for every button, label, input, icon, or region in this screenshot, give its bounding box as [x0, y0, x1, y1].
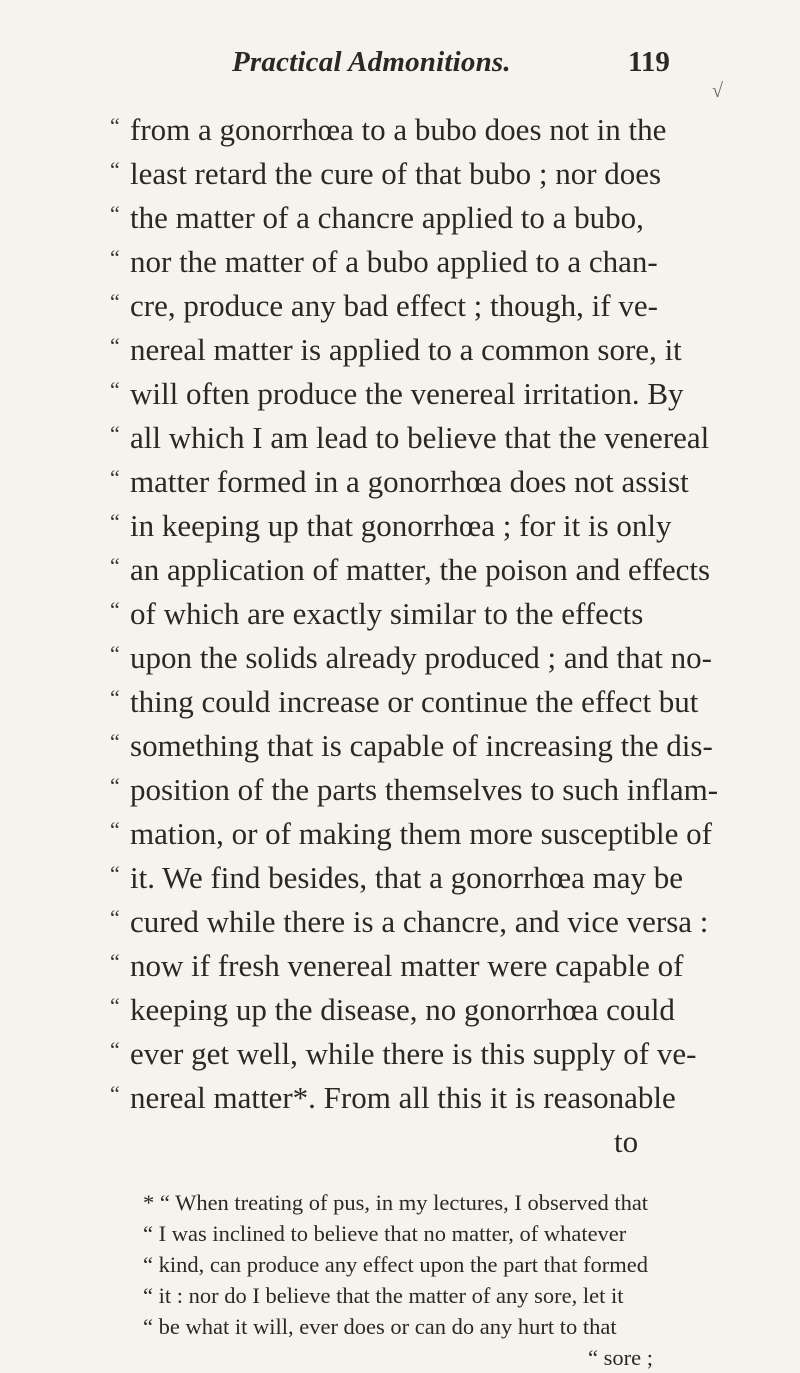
- footnote-line: “ kind, can produce any effect upon the part that formed: [143, 1252, 649, 1277]
- quote-mark: “: [110, 333, 120, 358]
- quote-mark: “: [110, 245, 120, 270]
- text-line: “ ever get well, while there is this supply of ve-: [130, 1036, 660, 1072]
- catchword: to: [614, 1124, 639, 1159]
- text-line: “ something that is capable of increasing the dis-: [130, 728, 660, 764]
- text-line: “ of which are exactly similar to the effects: [130, 596, 660, 632]
- text-line: “ keeping up the disease, no gonorrhœa could: [130, 992, 660, 1028]
- text-line: “ upon the solids already produced ; and that no-: [130, 640, 660, 676]
- text-line: “ cre, produce any bad effect ; though, if ve-: [130, 288, 660, 324]
- quote-mark: “: [110, 729, 120, 754]
- footnote-line: * “ When treating of pus, in my lectures, I observed that: [143, 1190, 649, 1215]
- quote-mark: “: [110, 1081, 120, 1106]
- quote-mark: “: [110, 421, 120, 446]
- quote-mark: “: [110, 377, 120, 402]
- quote-mark: “: [110, 1037, 120, 1062]
- text-line: “ cured while there is a chancre, and vice versa :: [130, 904, 660, 940]
- footnote-line: “ sore ;: [588, 1345, 653, 1370]
- quote-mark: “: [110, 861, 120, 886]
- footnote-line: “ be what it will, ever does or can do any hurt to that: [143, 1314, 617, 1339]
- quote-mark: “: [110, 465, 120, 490]
- quote-mark: “: [110, 685, 120, 710]
- quote-mark: “: [110, 553, 120, 578]
- quote-mark: “: [110, 289, 120, 314]
- text-line: “ now if fresh venereal matter were capable of: [130, 948, 660, 984]
- text-line: “ the matter of a chancre applied to a bubo,: [130, 200, 660, 236]
- quote-mark: “: [110, 509, 120, 534]
- quote-mark: “: [110, 201, 120, 226]
- text-line: “ nereal matter is applied to a common sore, it: [130, 332, 660, 368]
- text-line: “ all which I am lead to believe that the venereal: [130, 420, 660, 456]
- quote-mark: “: [110, 993, 120, 1018]
- page-header: [0, 46, 800, 86]
- page-number: 119: [628, 46, 670, 78]
- text-line: “ mation, or of making them more susceptible of: [130, 816, 660, 852]
- text-line: “ least retard the cure of that bubo ; nor does: [130, 156, 660, 192]
- text-line: “ nereal matter*. From all this it is reasonable: [130, 1080, 660, 1116]
- text-line: “ in keeping up that gonorrhœa ; for it is only: [130, 508, 660, 544]
- text-line: “ thing could increase or continue the effect but: [130, 684, 660, 720]
- quote-mark: “: [110, 817, 120, 842]
- footnote-line: “ it : nor do I believe that the matter of any sore, let it: [143, 1283, 624, 1308]
- text-line: “ nor the matter of a bubo applied to a chan-: [130, 244, 660, 280]
- text-line: “ matter formed in a gonorrhœa does not assist: [130, 464, 660, 500]
- quote-mark: “: [110, 157, 120, 182]
- quote-mark: “: [110, 905, 120, 930]
- text-line: “ position of the parts themselves to such inflam-: [130, 772, 660, 808]
- text-line: “ will often produce the venereal irritation. By: [130, 376, 660, 412]
- footnote-line: “ I was inclined to believe that no matter, of whatever: [143, 1221, 627, 1246]
- quote-mark: “: [110, 773, 120, 798]
- text-line: “ an application of matter, the poison and effects: [130, 552, 660, 588]
- running-title: Practical Admonitions.: [232, 46, 511, 78]
- quote-mark: “: [110, 949, 120, 974]
- quote-mark: “: [110, 641, 120, 666]
- quote-mark: “: [110, 113, 120, 138]
- text-line: “ it. We find besides, that a gonorrhœa may be: [130, 860, 660, 896]
- text-line: “ from a gonorrhœa to a bubo does not in the: [130, 112, 660, 148]
- quote-mark: “: [110, 597, 120, 622]
- margin-check-mark: √: [712, 80, 723, 102]
